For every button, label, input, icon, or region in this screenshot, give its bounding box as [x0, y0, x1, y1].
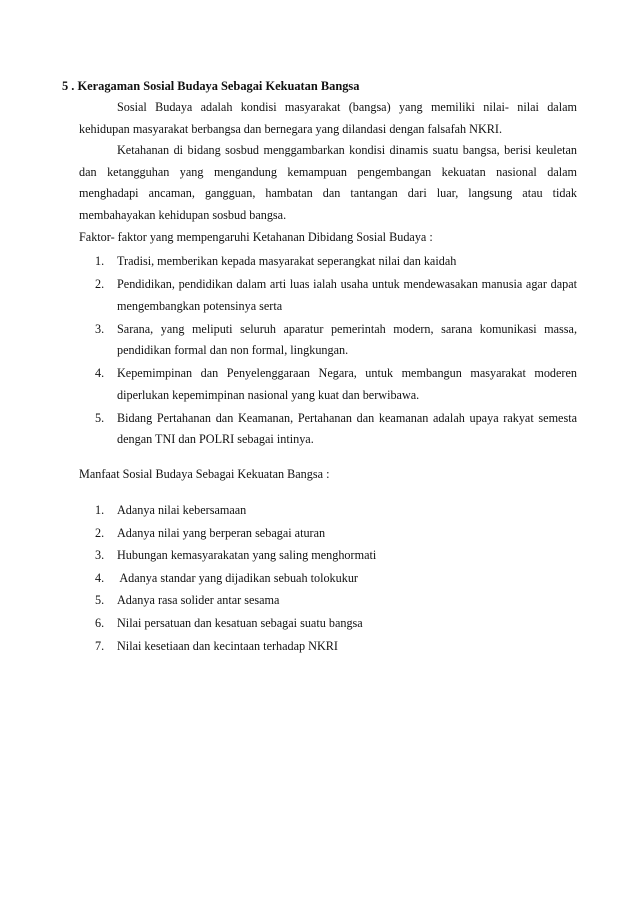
- list-item-number: 7.: [95, 638, 105, 653]
- list-item-text: Nilai persatuan dan kesatuan sebagai suatu bangsa: [117, 615, 363, 630]
- list-item-text: Nilai kesetiaan dan kecintaan terhadap NKRI: [117, 638, 338, 653]
- list-item: [95, 274, 577, 317]
- list-item-text: Adanya nilai yang berperan sebagai aturan: [117, 525, 326, 540]
- list-item: [95, 522, 577, 545]
- list-item: [95, 363, 577, 406]
- list-item: [95, 612, 577, 635]
- list-item-number: 5.: [95, 410, 105, 425]
- list-item-number: 3.: [95, 321, 105, 336]
- list-item-text: Sarana, yang meliputi seluruh aparatur pemerintah modern, sarana komunikasi massa, pendidikan formal dan non formal, lingkungan.: [117, 321, 577, 357]
- paragraph-definition: Sosial Budaya adalah kondisi masyarakat (bangsa) yang memiliki nilai- nilai dalam kehidupan masyarakat berbangsa dan bernegara yang dilandasi dengan falsafah NKRI.: [79, 100, 577, 136]
- list-item-number: 4.: [95, 366, 105, 380]
- list-item-number: 5.: [95, 593, 105, 608]
- benefits-list: [95, 499, 577, 657]
- list-item: [95, 635, 577, 658]
- list-item: [95, 319, 577, 362]
- paragraph-resilience: Ketahanan di bidang sosbud menggambarkan kondisi dinamis suatu bangsa, berisi keuletan dan ketangguhan yang mengandung kemampuan pengembangan kekuatan nasional dalam menghadapi ancaman, gangguan, hambatan dan tantangan dari luar, langsung atau tidak membahayakan kehidupan sosbud bangsa.: [79, 143, 577, 222]
- list-item-text: Tradisi, memberikan kepada masyarakat seperangkat nilai dan kaidah: [117, 254, 457, 268]
- list-item: [95, 251, 577, 273]
- list-item-text: Adanya standar yang dijadikan sebuah tolokukur: [117, 570, 358, 585]
- list-item-number: 1.: [95, 254, 105, 268]
- list-item: [95, 589, 577, 612]
- list-item: [95, 567, 577, 590]
- list-item-text: Pendidikan, pendidikan dalam arti luas ialah usaha untuk mendewasakan manusia agar dapat mengembangkan potensinya serta: [117, 277, 577, 313]
- list-item-text: Adanya rasa solider antar sesama: [117, 593, 280, 608]
- list-item: [95, 408, 577, 451]
- list-item-text: Bidang Pertahanan dan Keamanan, Pertahanan dan keamanan adalah upaya rakyat semesta dengan TNI dan POLRI sebagai intinya.: [117, 410, 577, 446]
- list-item: [95, 544, 577, 567]
- factors-title: Faktor- faktor yang mempengaruhi Ketahanan Dibidang Sosial Budaya :: [79, 230, 433, 244]
- section-heading: 5 . Keragaman Sosial Budaya Sebagai Kekuatan Bangsa: [62, 79, 360, 93]
- list-item-number: 2.: [95, 277, 105, 291]
- list-item-number: 1.: [95, 503, 105, 517]
- list-item-number: 4.: [95, 570, 105, 585]
- list-item-number: 3.: [95, 548, 105, 563]
- factors-list: [95, 251, 577, 451]
- list-item-number: 2.: [95, 525, 105, 540]
- list-item-number: 6.: [95, 615, 105, 630]
- list-item-text: Kepemimpinan dan Penyelenggaraan Negara, untuk membangun masyarakat moderen diperlukan kepemimpinan nasional yang kuat dan berwibawa.: [117, 366, 577, 402]
- list-item-text: Adanya nilai kebersamaan: [117, 503, 247, 517]
- list-item-text: Hubungan kemasyarakatan yang saling menghormati: [117, 548, 377, 563]
- benefits-title: Manfaat Sosial Budaya Sebagai Kekuatan Bangsa :: [79, 467, 330, 481]
- list-item: [95, 499, 577, 522]
